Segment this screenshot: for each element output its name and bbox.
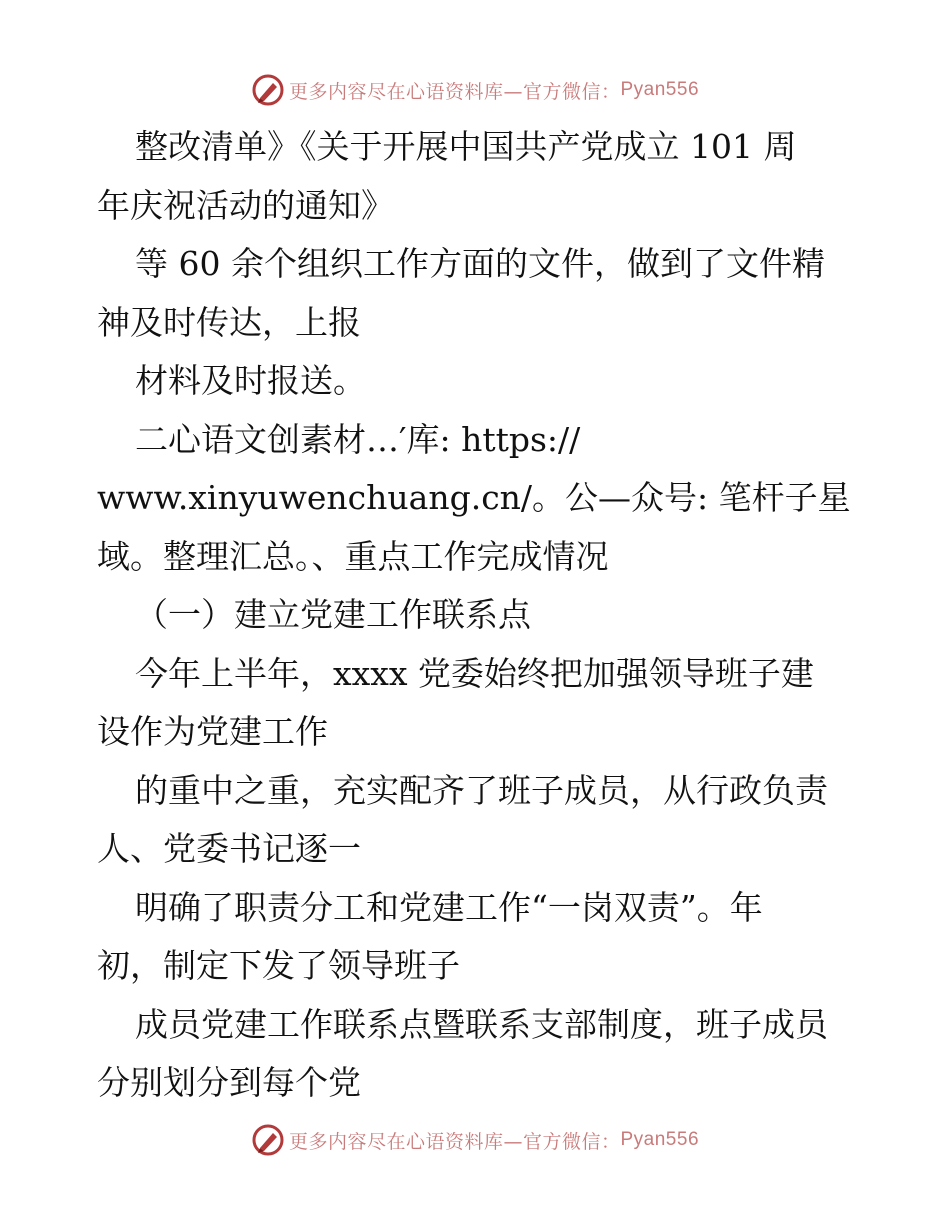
header-banner	[0, 70, 950, 110]
text-line: 人、党委书记逐一	[97, 829, 361, 868]
document-body	[97, 118, 857, 1113]
text-line: 神及时传达，上报	[97, 302, 361, 342]
text-line: www.xinyuwenchuang.cn/。公—众号: 笔杆子星	[97, 478, 851, 517]
text-line: 年庆祝活动的通知》	[97, 185, 394, 225]
text-line: 明确了职责分工和党建工作“一岗双责”。年	[135, 887, 763, 927]
text-line: 域。整理汇总。、重点工作完成情况	[97, 536, 609, 576]
text-line: 整改清单》《关于开展中国共产党成立 101 周	[135, 127, 797, 166]
footer-wechat-id: Pyan556	[620, 1129, 700, 1150]
text-line: 等 60 余个组织工作方面的文件，做到了文件精	[135, 244, 825, 283]
text-line: 设作为党建工作	[97, 712, 328, 751]
pen-logo-icon	[251, 73, 285, 107]
text-line: 材料及时报送。	[135, 361, 366, 400]
footer-banner	[0, 1120, 950, 1160]
text-line: 的重中之重，充实配齐了班子成员，从行政负责	[135, 770, 828, 810]
text-line: 今年上半年，xxxx 党委始终把加强领导班子建	[135, 653, 814, 693]
text-line: 分别划分到每个党	[97, 1063, 361, 1102]
header-wechat-id: Pyan556	[620, 79, 700, 100]
text-line: 二心语文创素材…′库: https://	[135, 419, 581, 459]
text-line: （一）建立党建工作联系点	[135, 595, 531, 634]
footer-banner-text: 更多内容尽在心语资料库—官方微信：	[288, 1130, 621, 1153]
text-line: 成员党建工作联系点暨联系支部制度，班子成员	[135, 1004, 828, 1044]
text-line: 初，制定下发了领导班子	[97, 946, 460, 985]
header-banner-text: 更多内容尽在心语资料库—官方微信：	[288, 80, 621, 103]
pen-logo-icon	[251, 1123, 285, 1157]
